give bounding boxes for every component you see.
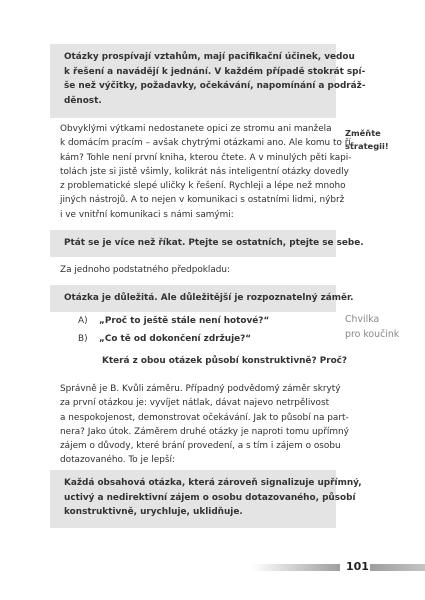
margin-note-line: Změňte [345,128,381,138]
paragraph-line: a nespokojenost, demonstrovat očekávání. Jak to působí na part- [60,412,349,423]
list-item-text: „Proč to ještě stále není hotové?“ [99,316,270,326]
question-options [78,314,269,346]
callout-ask-text: Ptát se je více než říkat. Ptejte se ostatních, ptejte se sebe. [64,238,364,248]
callout-box-intent [50,285,354,312]
page-number: 101 [346,560,369,573]
callout-intro-line: še než výčitky, požadavky, očekávání, napomínání a podráž- [64,81,366,92]
paragraph-line: za první otázkou je: vyvíjet nátlak, dávat najevo netrpělivost [60,398,330,409]
margin-note-change-strategy [345,127,389,153]
list-item [78,314,269,329]
margin-note-line: strategii! [345,141,389,151]
paragraph-line: tolách jste si jistě všimly, kolikrát nás inteligentní otázky dovedly [60,166,349,177]
paragraph-line: z problematické slepé uličky k řešení. Rychleji a lépe než mnoho [60,181,346,192]
paragraph-answer [60,382,349,468]
paragraph-line: kám? Tohle není první kniha, kterou čtete. A v minulých pěti kapi- [60,152,352,163]
paragraph-line: dotazovaného. To je lepší: [60,455,175,466]
callout-summary-line: konstruktivně, urychluje, uklidňuje. [64,507,243,518]
paragraph-line: nera? Jako útok. Záměrem druhé otázky je naproti tomu upřímný [60,426,349,437]
footer-gradient-bar-right [370,564,425,571]
paragraph-line: i ve vnitřní komunikaci s námi samými: [60,209,234,220]
list-item [78,332,269,347]
callout-intro-line: k řešení a navádějí k jednání. V každém případě stokrát spí- [64,66,366,77]
paragraph-line: k domácím pracím – avšak chytrými otázkami ano. Ale komu to ří- [60,138,355,149]
callout-box-ask [50,230,364,257]
paragraph-line: Za jednoho podstatného předpokladu: [60,265,231,275]
margin-note-coaching [345,313,399,342]
callout-summary-line: Každá obsahová otázka, která zároveň signalizuje upřímný, [64,478,362,488]
footer-gradient-bar [252,564,340,571]
callout-box-summary [50,470,362,528]
paragraph-line: Správně je B. Kvůli záměru. Případný podvědomý záměr skrytý [60,384,341,394]
paragraph-line: Obvyklými výtkami nedostanete opici ze stromu ani manžela [60,124,332,134]
list-item-text: „Co tě od dokončení zdržuje?“ [99,333,252,344]
paragraph-line: zájem o důvody, které brání provedení, a s tím i zájem o osobu [60,441,341,452]
paragraph-precondition [60,263,326,277]
list-marker: B) [78,333,88,344]
list-marker: A) [78,316,88,326]
callout-intro-line: děnost. [64,95,102,106]
callout-summary-line: uctivý a nedirektivní zájem o osobu dotazovaného, působí [64,492,356,503]
callout-box-intro [50,44,366,118]
reflection-question: Která z obou otázek působí konstruktivně? Proč? [102,356,348,366]
margin-note-line: pro koučink [345,328,400,340]
margin-note-line: Chvilka [345,314,380,325]
callout-intro-line: Otázky prospívají vztahům, mají pacifikační účinek, vedou [64,52,355,62]
paragraph-line: jiných nástrojů. A to nejen v komunikaci s ostatními lidmi, nýbrž [60,195,345,206]
callout-intent-text: Otázka je důležitá. Ale důležitější je rozpoznatelný záměr. [64,293,354,303]
paragraph-opening [60,122,355,222]
